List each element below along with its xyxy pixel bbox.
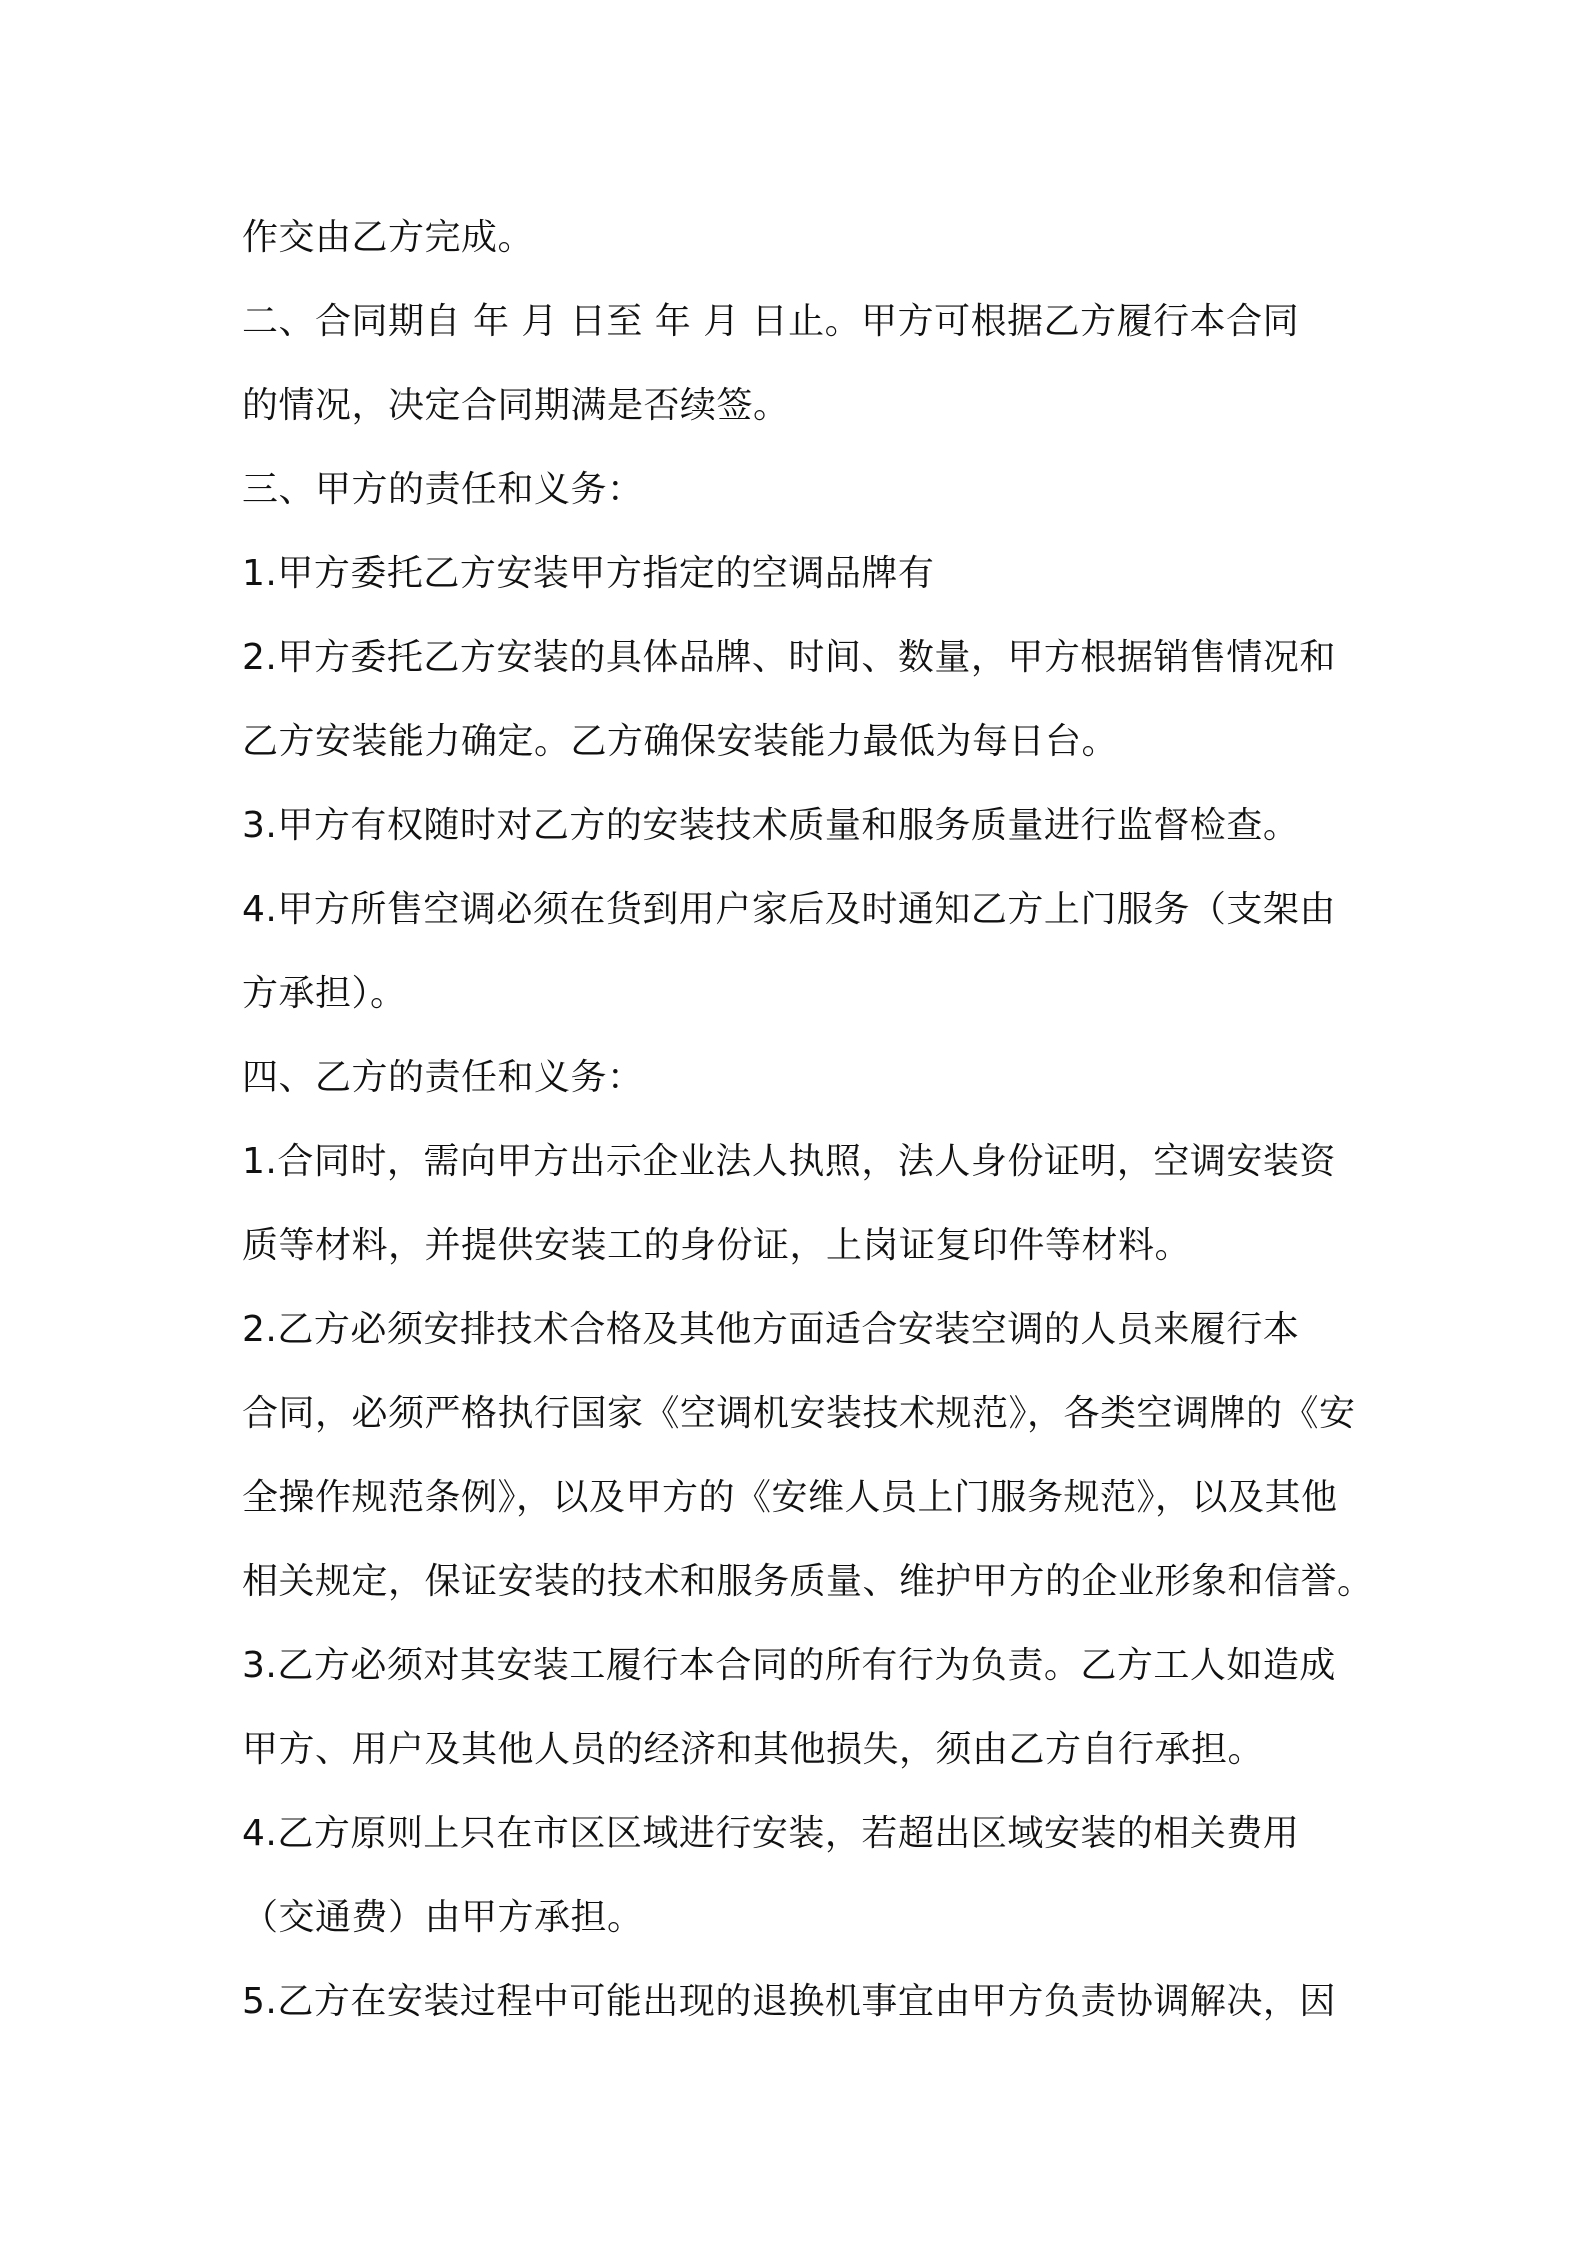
text-line: 方承担）。 xyxy=(242,973,407,1014)
document-body xyxy=(242,196,1374,2044)
text-line: 1.甲方委托乙方安装甲方指定的空调品牌有 xyxy=(242,553,935,594)
text-line: 1.合同时，需向甲方出示企业法人执照，法人身份证明，空调安装资 xyxy=(242,1141,1336,1182)
section-heading: 三、甲方的责任和义务： xyxy=(242,469,644,510)
text-line: 甲方、用户及其他人员的经济和其他损失，须由乙方自行承担。 xyxy=(242,1729,1265,1770)
section-heading: 四、乙方的责任和义务： xyxy=(242,1057,644,1098)
text-line: 3.甲方有权随时对乙方的安装技术质量和服务质量进行监督检查。 xyxy=(242,805,1300,846)
text-line: 5.乙方在安装过程中可能出现的退换机事宜由甲方负责协调解决，因 xyxy=(242,1981,1336,2022)
text-line: 相关规定，保证安装的技术和服务质量、维护甲方的企业形象和信誉。 xyxy=(242,1561,1374,1602)
text-line: 乙方安装能力确定。乙方确保安装能力最低为每日台。 xyxy=(242,721,1119,762)
text-line: （交通费）由甲方承担。 xyxy=(242,1897,644,1938)
text-line: 全操作规范条例》，以及甲方的《安维人员上门服务规范》，以及其他 xyxy=(242,1477,1338,1518)
text-line: 作交由乙方完成。 xyxy=(242,217,535,258)
text-line: 的情况，决定合同期满是否续签。 xyxy=(242,385,790,426)
text-line: 二、合同期自 年 月 日至 年 月 日止。甲方可根据乙方履行本合同 xyxy=(242,301,1300,342)
text-line: 4.乙方原则上只在市区区域进行安装，若超出区域安装的相关费用 xyxy=(242,1813,1300,1854)
text-line: 质等材料，并提供安装工的身份证，上岗证复印件等材料。 xyxy=(242,1225,1192,1266)
text-line: 2.乙方必须安排技术合格及其他方面适合安装空调的人员来履行本 xyxy=(242,1309,1300,1350)
text-line: 2.甲方委托乙方安装的具体品牌、时间、数量，甲方根据销售情况和 xyxy=(242,637,1336,678)
text-line: 4.甲方所售空调必须在货到用户家后及时通知乙方上门服务（支架由 xyxy=(242,889,1336,930)
text-line: 合同，必须严格执行国家《空调机安装技术规范》，各类空调牌的《安 xyxy=(242,1393,1356,1434)
text-line: 3.乙方必须对其安装工履行本合同的所有行为负责。乙方工人如造成 xyxy=(242,1645,1336,1686)
